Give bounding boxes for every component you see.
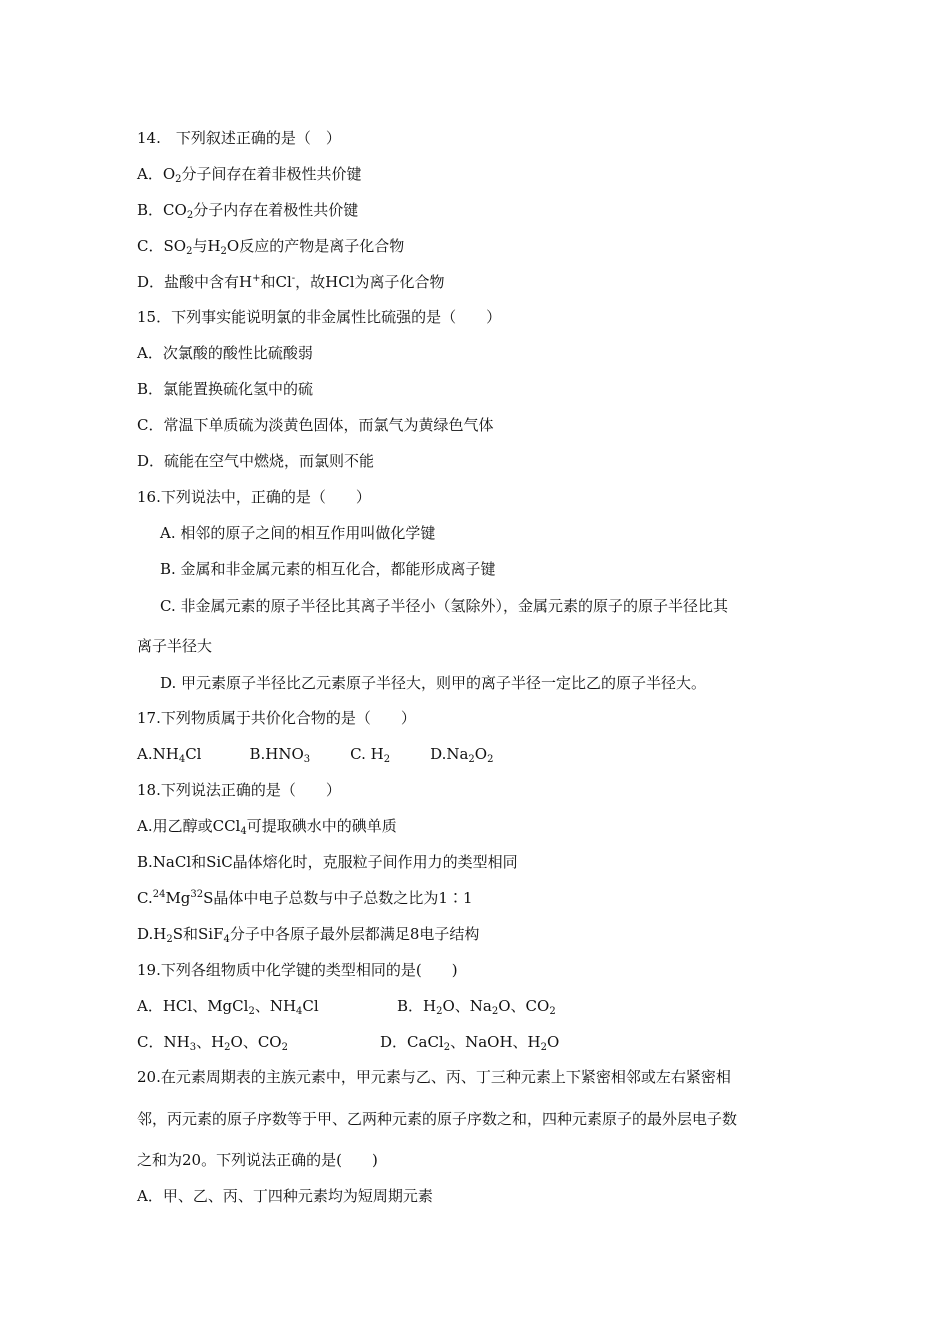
question-15-stem: 15．下列事实能说明氯的非金属性比硫强的是（ ） (137, 308, 502, 326)
question-18-option-d: $D.H_2S$和SiF$_4$分子中各原子最外层都满足8电子结构 (137, 925, 480, 945)
question-18-option-b: B.NaCl和SiC晶体熔化时，克服粒子间作用力的类型相同 (137, 853, 518, 871)
question-16-option-c-continued: 离子半径大 (137, 637, 213, 655)
question-14-option-b: B．$CO_2$分子内存在着极性共价键 (137, 201, 359, 221)
question-17-option-c: C. $H_2$ (350, 745, 391, 765)
question-19-option-d: D．CaCl$_2$、NaOH、$H_2O$ (380, 1033, 560, 1053)
question-16-stem: 16.下列说法中，正确的是（ ） (137, 488, 371, 506)
question-14-option-d: D．盐酸中含有H+和Cl-，故HCl为离子化合物 (137, 273, 445, 291)
question-14-option-c: C．$SO_2$与$H_2O$反应的产物是离子化合物 (137, 237, 405, 257)
question-20-stem-line-1: 20.在元素周期表的主族元素中，甲元素与乙、丙、丁三种元素上下紧密相邻或左右紧密相 (137, 1068, 731, 1086)
question-17-stem: 17.下列物质属于共价化合物的是（ ） (137, 709, 416, 727)
question-17-option-d: $D.Na_2O_2$ (430, 745, 494, 765)
question-17-option-b: $B.HNO_3$ (249, 745, 311, 765)
question-17-option-a: $A.NH_4Cl$ (137, 745, 202, 765)
question-18-stem: 18.下列说法正确的是（ ） (137, 781, 341, 799)
question-16-option-a: A. 相邻的原子之间的相互作用叫做化学键 (160, 524, 436, 542)
question-17-options (137, 744, 493, 764)
question-14-option-a: A．$O_2$分子间存在着非极性共价键 (137, 165, 362, 185)
question-16-option-d: D. 甲元素原子半径比乙元素原子半径大，则甲的离子半径一定比乙的原子半径大。 (160, 674, 707, 692)
question-16-option-c: C. 非金属元素的原子半径比其离子半径小（氢除外），金属元素的原子的原子半径比其 (160, 597, 728, 615)
question-19-stem: 19.下列各组物质中化学键的类型相同的是( ) (137, 961, 458, 979)
question-16-option-b: B. 金属和非金属元素的相互化合，都能形成离子键 (160, 560, 496, 578)
question-19-option-a: A．HCl、MgCl$_2$、$NH_4Cl$ (137, 997, 319, 1017)
question-15-option-b: B．氯能置换硫化氢中的硫 (137, 380, 314, 398)
question-18-option-c: C.$^{24}$Mg$^{32}$S晶体中电子总数与中子总数之比为1∶1 (137, 889, 473, 907)
question-18-option-a: A.用乙醇或CCl$_4$可提取碘水中的碘单质 (137, 817, 397, 837)
question-15-option-d: D．硫能在空气中燃烧，而氯则不能 (137, 452, 375, 470)
question-20-stem-line-3: 之和为20。下列说法正确的是( ) (137, 1151, 378, 1169)
question-14-stem: 14. 下列叙述正确的是（ ） (137, 129, 341, 147)
question-19-option-c: C．$NH_3$、$H_2O$、$CO_2$ (137, 1033, 288, 1053)
question-15-option-c: C．常温下单质硫为淡黄色固体，而氯气为黄绿色气体 (137, 416, 494, 434)
question-15-option-a: A．次氯酸的酸性比硫酸弱 (137, 344, 313, 362)
question-20-stem-line-2: 邻，丙元素的原子序数等于甲、乙两种元素的原子序数之和，四种元素原子的最外层电子数 (137, 1110, 738, 1128)
question-20-option-a: A．甲、乙、丙、丁四种元素均为短周期元素 (137, 1187, 433, 1205)
question-19-option-b: B．$H_2O$、$Na_2O$、$CO_2$ (397, 997, 556, 1017)
